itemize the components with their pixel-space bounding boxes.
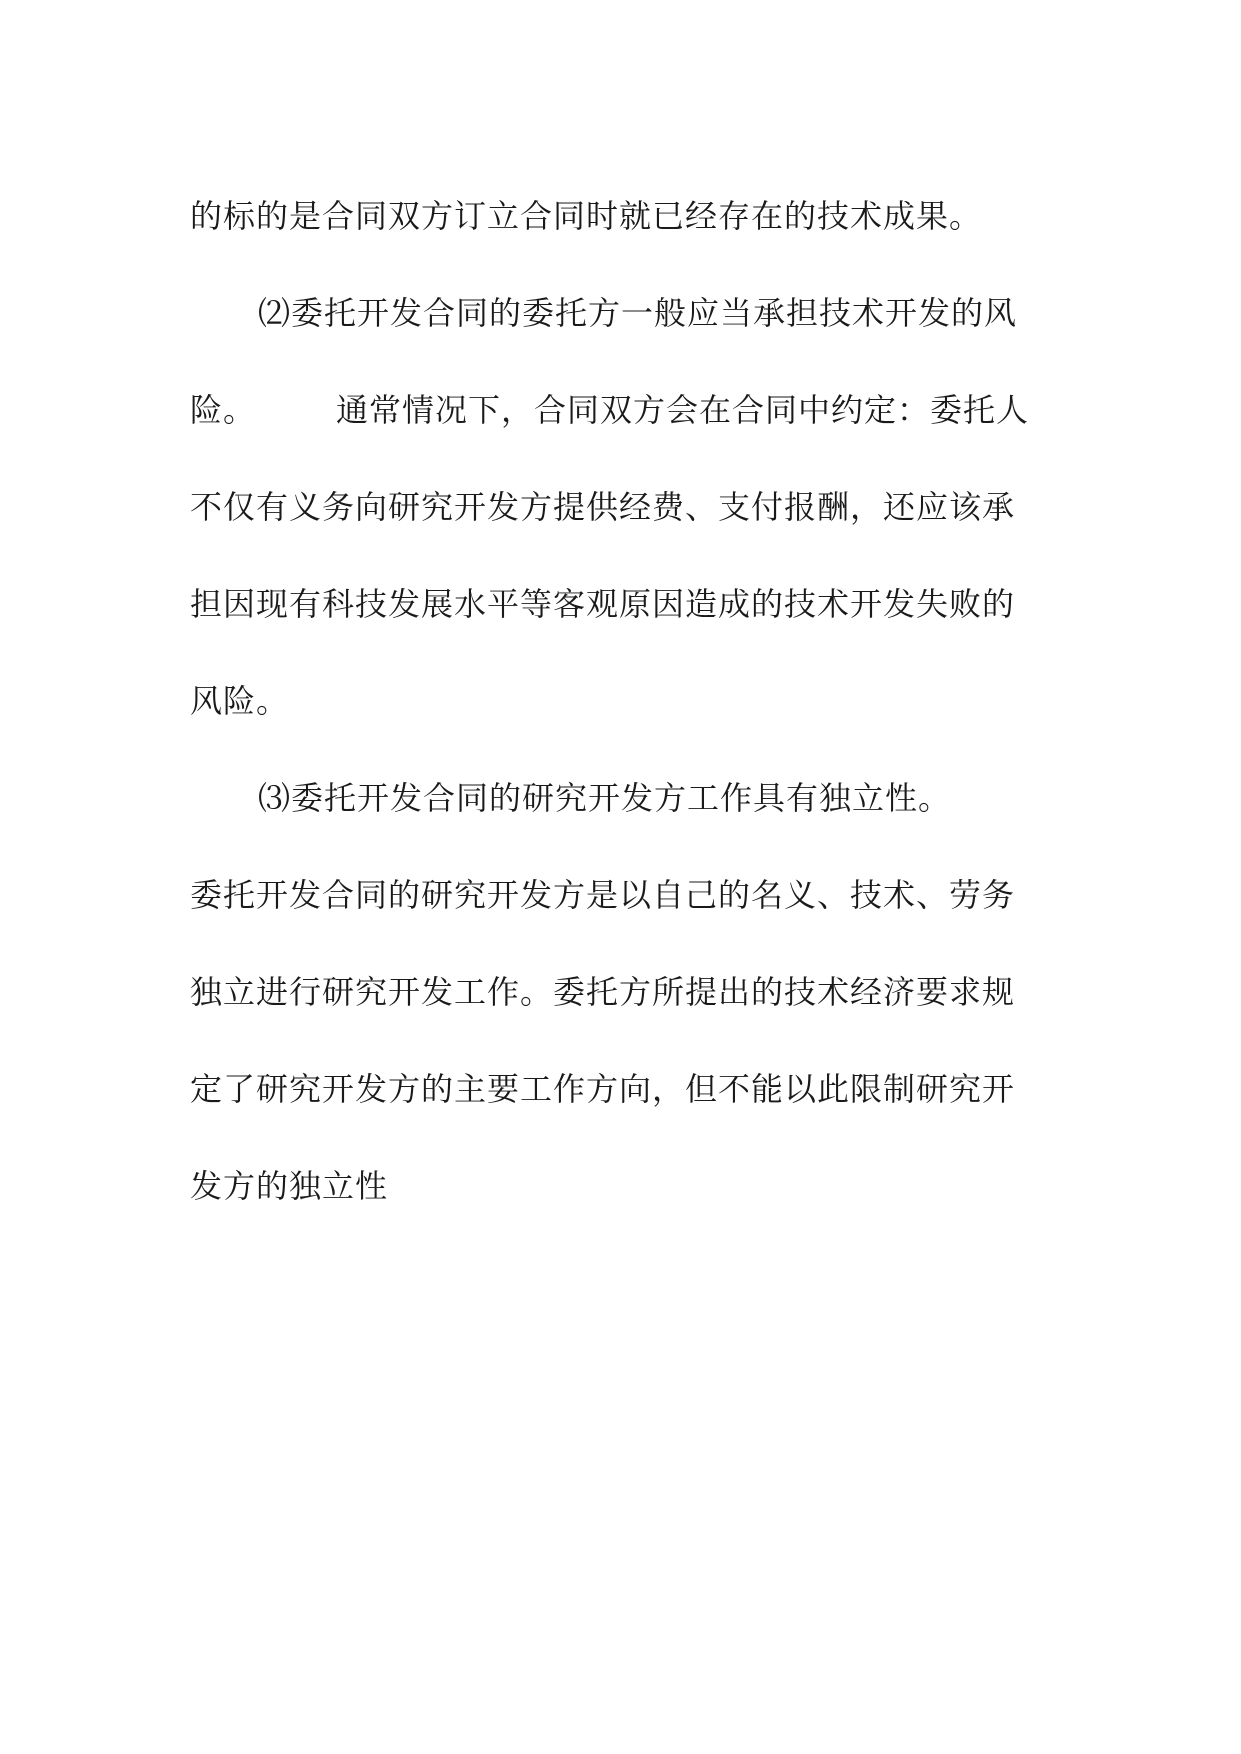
text-line-3 — [190, 362, 1050, 459]
document-body — [190, 168, 1050, 1235]
text-line-3-start: 险。 — [190, 391, 257, 429]
text-line-5: 担因现有科技发展水平等客观原因造成的技术开发失败的 — [190, 585, 1016, 623]
text-line-3-end: 通常情况下，合同双方会在合同中约定：委托人 — [336, 391, 1030, 429]
text-line-4: 不仅有义务向研究开发方提供经费、支付报酬，还应该承 — [190, 488, 1016, 526]
text-line-9: 独立进行研究开发工作。委托方所提出的技术经济要求规 — [190, 973, 1016, 1011]
text-line-6: 风险。 — [190, 682, 290, 720]
text-line-2: ⑵委托开发合同的委托方一般应当承担技术开发的风 — [258, 294, 1018, 332]
text-line-10: 定了研究开发方的主要工作方向，但不能以此限制研究开 — [190, 1070, 1016, 1108]
text-line-11: 发方的独立性 — [190, 1167, 389, 1205]
text-line-8: 委托开发合同的研究开发方是以自己的名义、技术、劳务 — [190, 876, 1016, 914]
text-line-1: 的标的是合同双方订立合同时就已经存在的技术成果。 — [190, 197, 983, 235]
text-line-7: ⑶委托开发合同的研究开发方工作具有独立性。 — [258, 779, 952, 817]
